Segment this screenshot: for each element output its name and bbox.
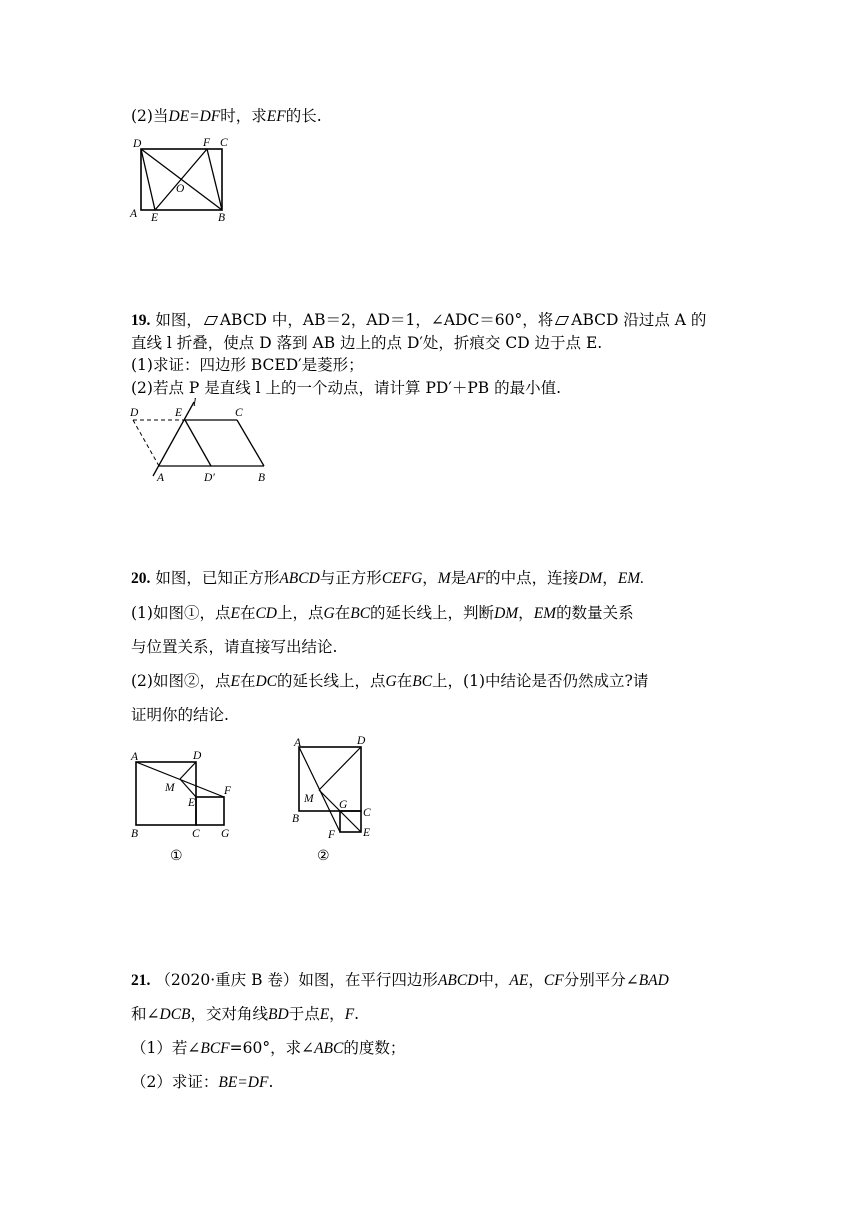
label-O: O: [176, 183, 185, 195]
label-C: C: [363, 807, 371, 819]
label-C: C: [235, 407, 243, 419]
label-E: E: [363, 827, 371, 839]
label-A: A: [131, 751, 139, 763]
q20-line5: 证明你的结论.: [131, 706, 229, 724]
label-D: D: [130, 407, 139, 419]
label-M: M: [304, 793, 314, 805]
q19-line3: (1)求证：四边形 BCED′是菱形；: [131, 356, 364, 374]
label-B: B: [131, 828, 139, 840]
label-E: E: [151, 212, 159, 224]
label-F: F: [224, 785, 232, 797]
q21-line1: 21. （2020·重庆 B 卷）如图，在平行四边形ABCD中，AE，CF分别平分∠BAD: [131, 971, 669, 989]
label-B: B: [258, 472, 266, 484]
label-G: G: [339, 799, 348, 811]
label-M: M: [165, 782, 175, 794]
q21-line2: 和∠DCB，交对角线BD于点E，F.: [131, 1005, 360, 1023]
q20-line4: (2)如图②，点E在DC的延长线上，点G在BC上，(1)中结论是否仍然成立?请: [131, 672, 649, 690]
label-B: B: [292, 813, 300, 825]
q19-line2: 直线 l 折叠，使点 D 落到 AB 边上的点 D′处，折痕交 CD 边于点 E.: [131, 334, 603, 352]
label-D: D: [357, 735, 366, 747]
label-D: D: [133, 138, 142, 150]
caption-1: ①: [170, 849, 183, 864]
q21-line3: （1）若∠BCF=60°，求∠ABC的度数；: [131, 1039, 406, 1057]
label-A: A: [294, 737, 302, 749]
label-l: l: [193, 397, 197, 409]
label-E: E: [188, 797, 196, 809]
q20-line3: 与位置关系，请直接写出结论.: [131, 638, 338, 656]
label-C: C: [192, 828, 200, 840]
label-F: F: [203, 137, 211, 149]
q21-line4: （2）求证：BE=DF.: [131, 1073, 274, 1091]
label-D: D: [193, 750, 202, 762]
caption-2: ②: [317, 849, 330, 864]
label-E: E: [175, 407, 183, 419]
label-G: G: [221, 828, 230, 840]
label-B: B: [218, 212, 226, 224]
label-A: A: [130, 208, 138, 220]
label-C: C: [220, 137, 228, 149]
q18-part2: (2)当DE=DF时，求EF的长.: [131, 107, 322, 125]
q20-line1: 20. 如图，已知正方形ABCD与正方形CEFG，M是AF的中点，连接DM，EM.: [131, 569, 645, 587]
label-F: F: [328, 829, 336, 841]
q19-line1: 19. 如图， ABCD 中，AB＝2，AD＝1，∠ADC＝60°，将 ABCD 沿过点 A 的: [131, 311, 707, 329]
q20-line2: (1)如图①，点E在CD上，点G在BC的延长线上，判断DM，EM的数量关系: [131, 604, 634, 622]
label-Dprime: D′: [204, 472, 215, 484]
label-A: A: [157, 472, 165, 484]
q19-line4: (2)若点 P 是直线 l 上的一个动点，请计算 PD′＋PB 的最小值.: [131, 379, 562, 397]
